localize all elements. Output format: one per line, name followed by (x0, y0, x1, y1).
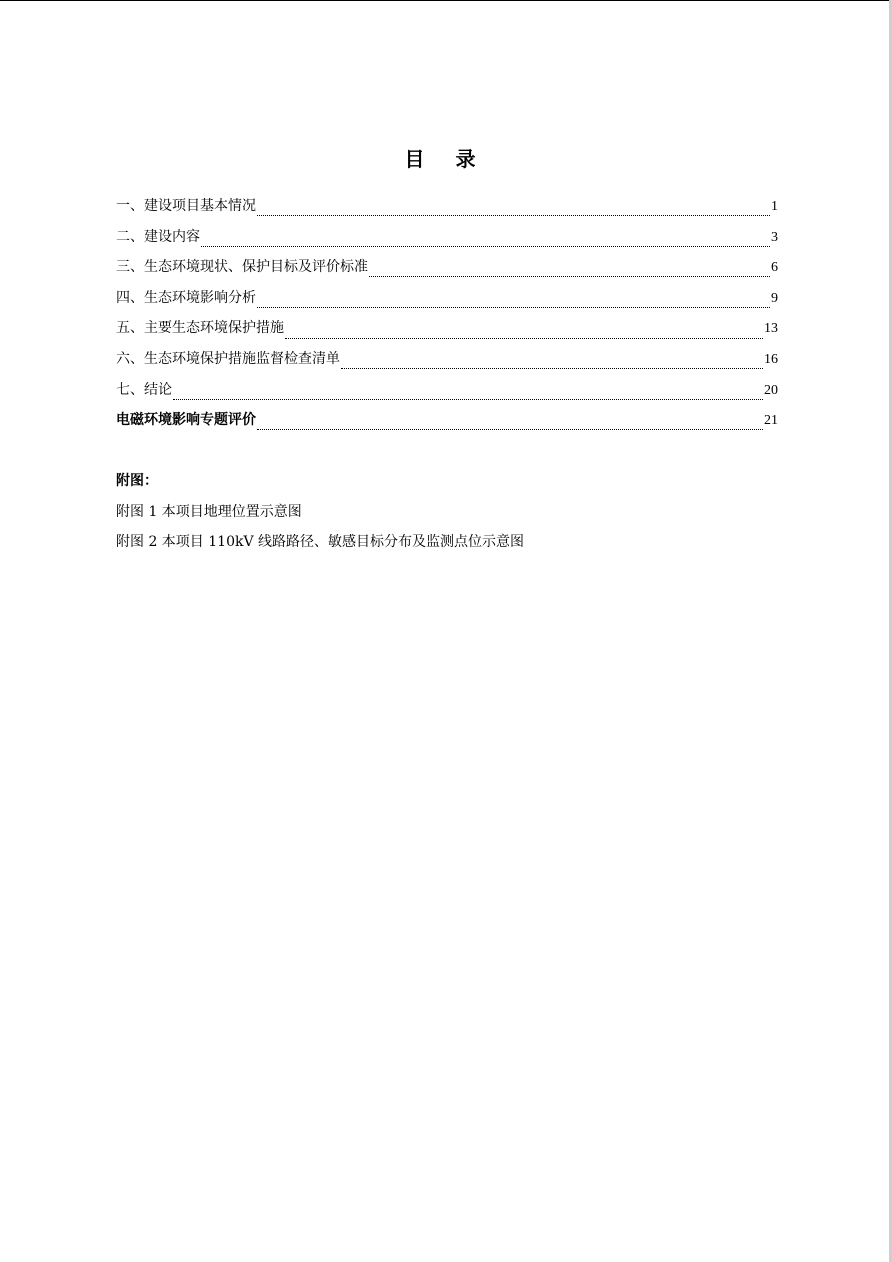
appendix-item-1[interactable]: 附图 1 本项目地理位置示意图 (116, 503, 302, 520)
toc-entry-7[interactable] (116, 378, 778, 409)
toc-dot-leader (341, 367, 763, 369)
table-of-contents (116, 194, 778, 439)
toc-entry-page: 1 (771, 199, 778, 214)
toc-dot-leader (257, 214, 770, 216)
toc-entry-4[interactable] (116, 286, 778, 317)
appendix-figures (116, 466, 778, 558)
toc-entry-label: 七、结论 (116, 381, 172, 398)
toc-entry-page: 21 (764, 413, 778, 429)
toc-entry-page: 16 (764, 351, 778, 367)
appendix-item-2[interactable]: 附图 2 本项目 110kV 线路路径、敏感目标分布及监测点位示意图 (116, 534, 525, 551)
toc-entry-label: 五、主要生态环境保护措施 (116, 320, 284, 337)
toc-dot-leader (257, 428, 763, 430)
toc-dot-leader (173, 398, 763, 400)
toc-entry-5[interactable] (116, 316, 778, 347)
toc-dot-leader (201, 245, 770, 247)
toc-entry-label: 电磁环境影响专题评价 (116, 412, 256, 429)
toc-entry-label: 三、生态环境现状、保护目标及评价标准 (116, 259, 368, 276)
toc-entry-page: 20 (764, 382, 778, 398)
toc-entry-page: 9 (771, 290, 778, 306)
toc-title: 目 录 (404, 147, 488, 171)
toc-entry-label: 六、生态环境保护措施监督检查清单 (116, 350, 340, 367)
toc-entry-page: 6 (771, 260, 778, 276)
toc-dot-leader (285, 337, 763, 339)
toc-entry-label: 四、生态环境影响分析 (116, 289, 256, 306)
toc-entry-6[interactable] (116, 347, 778, 378)
toc-dot-leader (257, 306, 770, 308)
toc-entry-page: 13 (764, 321, 778, 337)
toc-entry-1[interactable] (116, 194, 778, 225)
toc-entry-8[interactable] (116, 408, 778, 439)
toc-entry-label: 二、建设内容 (116, 228, 200, 245)
toc-entry-2[interactable] (116, 225, 778, 256)
toc-dot-leader (369, 275, 770, 277)
toc-entry-label: 一、建设项目基本情况 (116, 198, 256, 214)
page-top-border (0, 0, 892, 1)
toc-entry-3[interactable] (116, 255, 778, 286)
toc-entry-page: 3 (771, 229, 778, 245)
appendix-heading: 附图： (116, 473, 158, 489)
